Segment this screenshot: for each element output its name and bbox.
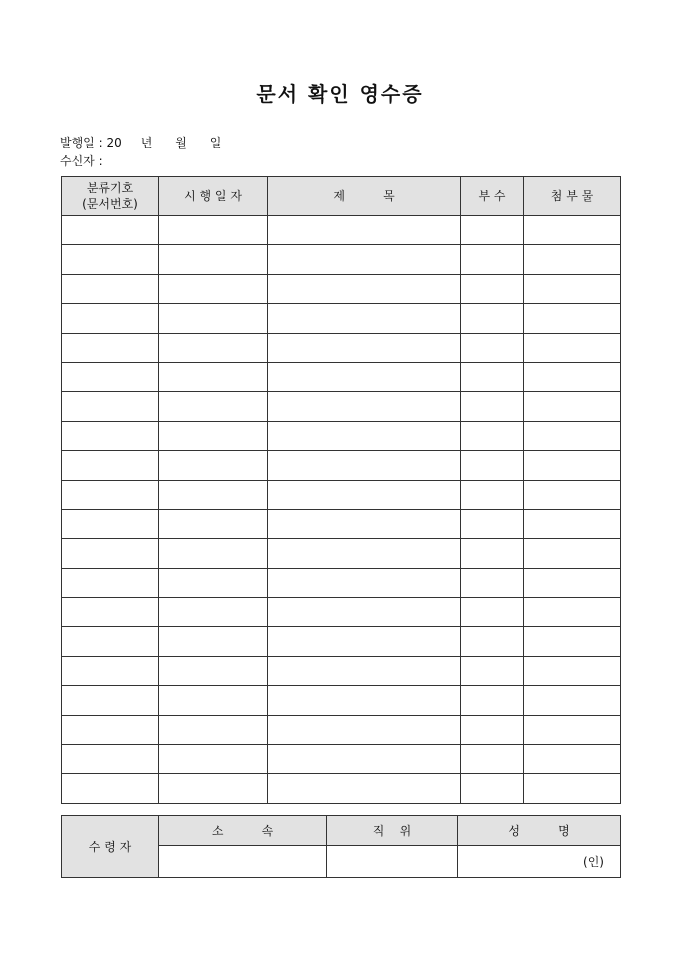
cell-subject[interactable] [268, 451, 461, 480]
cell-code[interactable] [62, 598, 159, 627]
cell-code[interactable] [62, 392, 159, 421]
cell-date[interactable] [159, 627, 268, 656]
table-row [62, 304, 621, 333]
cell-date[interactable] [159, 774, 268, 803]
cell-date[interactable] [159, 715, 268, 744]
cell-code[interactable] [62, 715, 159, 744]
table-row [62, 774, 621, 803]
table-row [62, 274, 621, 303]
receiver-label: 수 령 자 [62, 816, 159, 878]
recipient-line: 수신자 : [60, 154, 103, 168]
cell-subject[interactable] [268, 362, 461, 391]
cell-subject[interactable] [268, 627, 461, 656]
table-row [62, 362, 621, 391]
cell-attachments[interactable] [524, 480, 621, 509]
header-row [62, 177, 621, 216]
cell-copies[interactable] [461, 686, 524, 715]
cell-code[interactable] [62, 539, 159, 568]
cell-date[interactable] [159, 568, 268, 597]
cell-copies[interactable] [461, 362, 524, 391]
cell-attachments[interactable] [524, 627, 621, 656]
cell-code[interactable] [62, 627, 159, 656]
cell-code[interactable] [62, 686, 159, 715]
cell-attachments[interactable] [524, 245, 621, 274]
cell-code[interactable] [62, 216, 159, 245]
cell-attachments[interactable] [524, 598, 621, 627]
header-attachments: 첨 부 물 [524, 177, 621, 216]
cell-code[interactable] [62, 509, 159, 538]
cell-date[interactable] [159, 245, 268, 274]
cell-attachments[interactable] [524, 451, 621, 480]
cell-subject[interactable] [268, 392, 461, 421]
cell-copies[interactable] [461, 598, 524, 627]
cell-copies[interactable] [461, 274, 524, 303]
cell-copies[interactable] [461, 509, 524, 538]
cell-date[interactable] [159, 656, 268, 685]
issue-date-line [60, 134, 221, 151]
table-row [62, 421, 621, 450]
cell-attachments[interactable] [524, 715, 621, 744]
cell-copies[interactable] [461, 774, 524, 803]
document-title: 문서 확인 영수증 [256, 82, 424, 106]
cell-attachments[interactable] [524, 509, 621, 538]
table-row [62, 686, 621, 715]
cell-code[interactable] [62, 568, 159, 597]
cell-subject[interactable] [268, 686, 461, 715]
cell-code[interactable] [62, 774, 159, 803]
receiver-table [61, 815, 621, 878]
cell-attachments[interactable] [524, 333, 621, 362]
table-row [62, 480, 621, 509]
cell-date[interactable] [159, 304, 268, 333]
cell-copies[interactable] [461, 539, 524, 568]
cell-code[interactable] [62, 304, 159, 333]
cell-attachments[interactable] [524, 216, 621, 245]
cell-attachments[interactable] [524, 686, 621, 715]
cell-subject[interactable] [268, 333, 461, 362]
receiver-dept-header: 소 속 [159, 816, 327, 846]
table-row [62, 568, 621, 597]
cell-date[interactable] [159, 480, 268, 509]
header-date: 시 행 일 자 [159, 177, 268, 216]
cell-attachments[interactable] [524, 745, 621, 774]
header-code [62, 177, 159, 216]
receiver-dept-cell[interactable] [159, 846, 327, 878]
table-row [62, 715, 621, 744]
cell-code[interactable] [62, 333, 159, 362]
cell-date[interactable] [159, 539, 268, 568]
cell-copies[interactable] [461, 568, 524, 597]
table-row [62, 216, 621, 245]
cell-date[interactable] [159, 421, 268, 450]
table-row [62, 509, 621, 538]
cell-subject[interactable] [268, 745, 461, 774]
cell-subject[interactable] [268, 715, 461, 744]
table-row [62, 539, 621, 568]
cell-code[interactable] [62, 245, 159, 274]
table-row [62, 627, 621, 656]
cell-date[interactable] [159, 686, 268, 715]
table-body [62, 216, 621, 804]
cell-attachments[interactable] [524, 656, 621, 685]
cell-subject[interactable] [268, 568, 461, 597]
issue-date-label: 발행일 : 20 [60, 136, 122, 150]
cell-copies[interactable] [461, 480, 524, 509]
cell-copies[interactable] [461, 715, 524, 744]
cell-date[interactable] [159, 333, 268, 362]
receiver-header-row [62, 816, 621, 846]
table-row [62, 451, 621, 480]
cell-subject[interactable] [268, 598, 461, 627]
cell-date[interactable] [159, 745, 268, 774]
cell-date[interactable] [159, 392, 268, 421]
cell-date[interactable] [159, 362, 268, 391]
cell-code[interactable] [62, 656, 159, 685]
cell-attachments[interactable] [524, 362, 621, 391]
receiver-name-header: 성 명 [458, 816, 621, 846]
cell-attachments[interactable] [524, 539, 621, 568]
cell-subject[interactable] [268, 245, 461, 274]
receiver-position-cell[interactable] [327, 846, 458, 878]
cell-copies[interactable] [461, 216, 524, 245]
cell-attachments[interactable] [524, 304, 621, 333]
cell-copies[interactable] [461, 245, 524, 274]
cell-date[interactable] [159, 509, 268, 538]
cell-copies[interactable] [461, 421, 524, 450]
cell-subject[interactable] [268, 539, 461, 568]
cell-code[interactable] [62, 451, 159, 480]
document-table [61, 176, 621, 804]
table-row [62, 745, 621, 774]
table-row [62, 598, 621, 627]
table-row [62, 333, 621, 362]
cell-subject[interactable] [268, 774, 461, 803]
receiver-name-cell[interactable] [458, 846, 621, 878]
cell-copies[interactable] [461, 392, 524, 421]
cell-attachments[interactable] [524, 774, 621, 803]
cell-subject[interactable] [268, 421, 461, 450]
table-row [62, 656, 621, 685]
cell-code[interactable] [62, 274, 159, 303]
month-unit: 월 [175, 136, 187, 150]
header-code-line2: (문서번호) [82, 197, 138, 211]
table-row [62, 392, 621, 421]
cell-subject[interactable] [268, 480, 461, 509]
cell-date[interactable] [159, 274, 268, 303]
cell-code[interactable] [62, 362, 159, 391]
cell-copies[interactable] [461, 745, 524, 774]
cell-attachments[interactable] [524, 568, 621, 597]
cell-subject[interactable] [268, 216, 461, 245]
cell-subject[interactable] [268, 509, 461, 538]
cell-copies[interactable] [461, 304, 524, 333]
year-unit: 년 [140, 136, 153, 150]
cell-subject[interactable] [268, 304, 461, 333]
cell-date[interactable] [159, 216, 268, 245]
cell-copies[interactable] [461, 627, 524, 656]
table-row [62, 245, 621, 274]
cell-code[interactable] [62, 480, 159, 509]
cell-code[interactable] [62, 745, 159, 774]
cell-date[interactable] [159, 598, 268, 627]
cell-subject[interactable] [268, 274, 461, 303]
cell-copies[interactable] [461, 451, 524, 480]
header-subject: 제 목 [268, 177, 461, 216]
cell-attachments[interactable] [524, 392, 621, 421]
receiver-position-header: 직 위 [327, 816, 458, 846]
header-code-line1: 분류기호 [86, 181, 134, 195]
cell-copies[interactable] [461, 333, 524, 362]
cell-date[interactable] [159, 451, 268, 480]
seal-mark: (인) [583, 855, 604, 869]
cell-attachments[interactable] [524, 421, 621, 450]
cell-copies[interactable] [461, 656, 524, 685]
header-copies: 부 수 [461, 177, 524, 216]
cell-code[interactable] [62, 421, 159, 450]
day-unit: 일 [209, 136, 222, 150]
cell-subject[interactable] [268, 656, 461, 685]
cell-attachments[interactable] [524, 274, 621, 303]
